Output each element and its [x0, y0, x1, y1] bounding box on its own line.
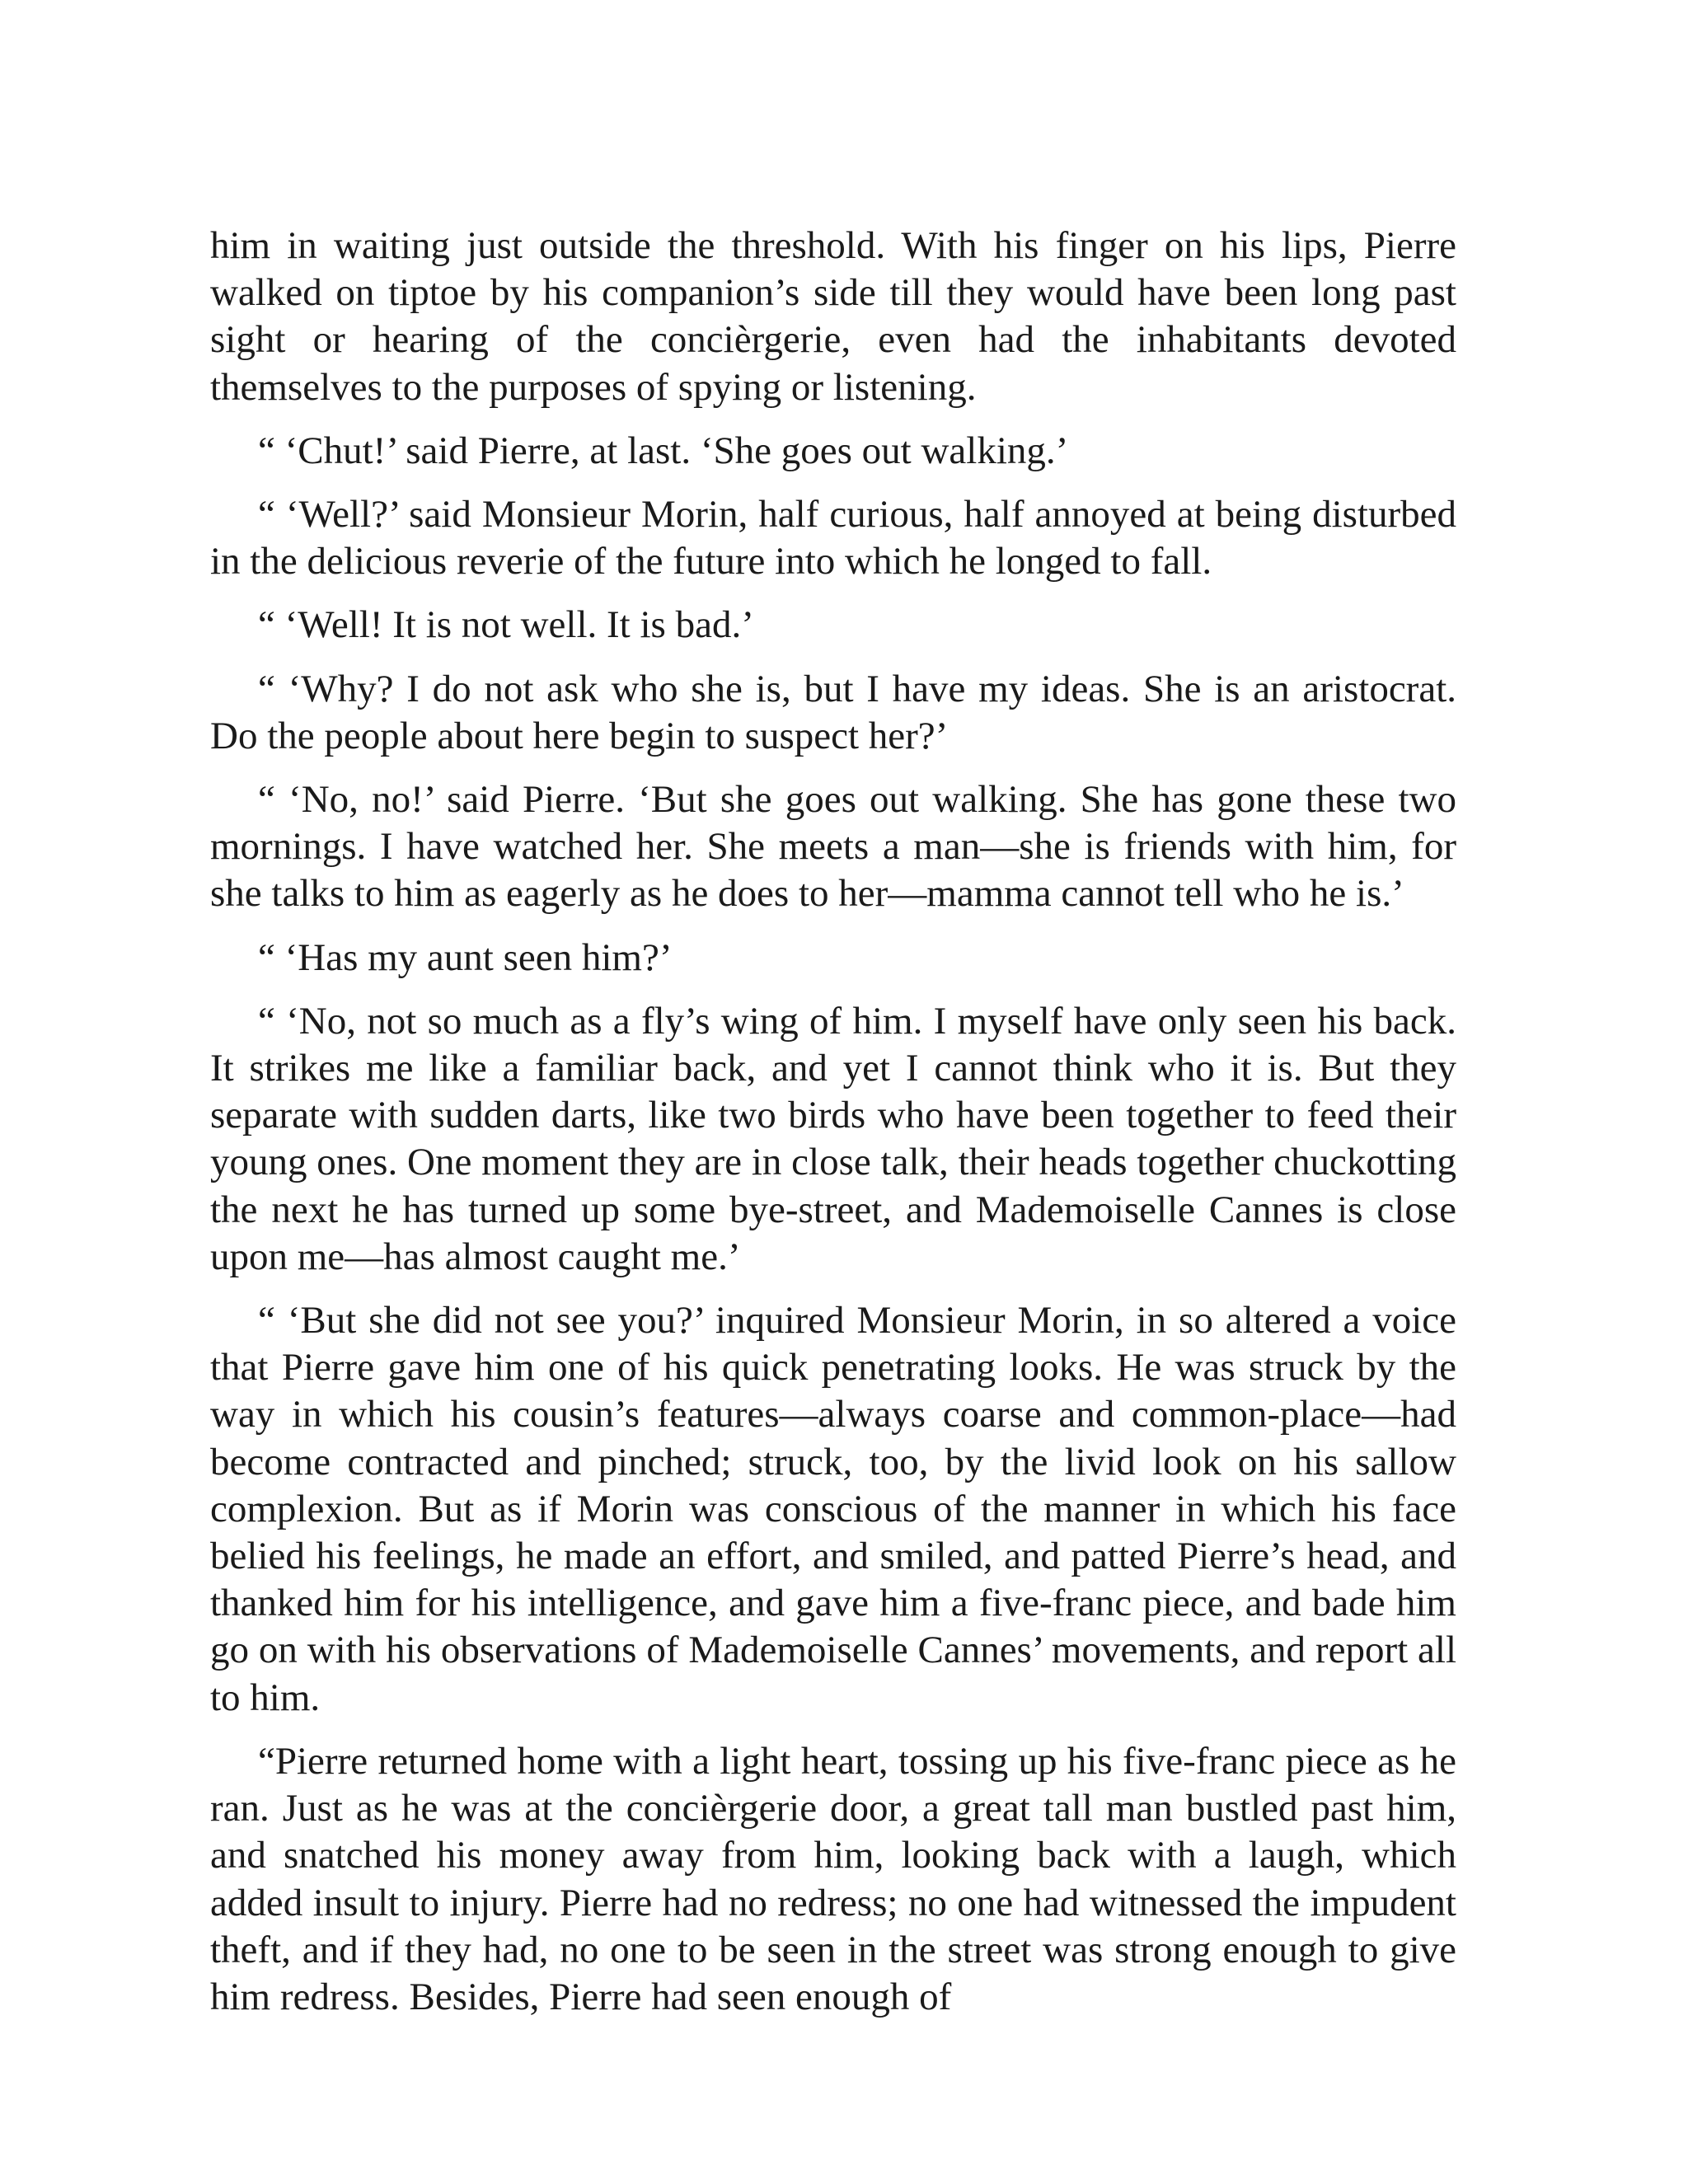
paragraph: “ ‘No, not so much as a fly’s wing of him. I myself have only seen his back. It strikes me like a familiar back, and yet I cannot think who it is. But they separate with sudden darts, like two birds who have been together to feed their young ones. One moment they are in close talk, their heads together chuckotting the next he has turned up some bye-street, and Mademoiselle Cannes is close upon me—has almost caught me.’: [210, 999, 1456, 1278]
paragraph: “ ‘No, no!’ said Pierre. ‘But she goes out walking. She has gone these two mornings. I have watched her. She meets a man—she is friends with him, for she talks to him as eagerly as he does to her—mamma cannot tell who he is.’: [210, 778, 1456, 916]
paragraph: “ ‘Chut!’ said Pierre, at last. ‘She goes out walking.’: [258, 429, 1069, 472]
paragraph: him in waiting just outside the threshold. With his finger on his lips, Pierre walked on tiptoe by his companion’s side till they would have been long past sight or hearing of the concièrgerie, even had the inhabitants devoted themselves to the purposes of spying or listening.: [210, 224, 1456, 409]
paragraph: “Pierre returned home with a light heart, tossing up his five-franc piece as he ran. Just as he was at the concièrgerie door, a great tall man bustled past him, and snatched his money away from him, looking back with a laugh, which added insult to injury. Pierre had no redress; no one had witnessed the impudent theft, and if they had, no one to be seen in the street was strong enough to give him redress. Besides, Pierre had seen enough of: [210, 1739, 1456, 2018]
paragraph: “ ‘Has my aunt seen him?’: [258, 935, 673, 979]
paragraph: “ ‘Why? I do not ask who she is, but I have my ideas. She is an aristocrat. Do the people about here begin to suspect her?’: [210, 667, 1456, 757]
paragraph: “ ‘Well?’ said Monsieur Morin, half curious, half annoyed at being disturbed in the delicious reverie of the future into which he longed to fall.: [210, 493, 1456, 583]
paragraph: “ ‘Well! It is not well. It is bad.’: [258, 603, 754, 647]
paragraph: “ ‘But she did not see you?’ inquired Monsieur Morin, in so altered a voice that Pierre gave him one of his quick penetrating looks. He was struck by the way in which his cousin’s features—always coarse and common-place—had become contracted and pinched; struck, too, by the livid look on his sallow complexion. But as if Morin was conscious of the manner in which his face belied his feelings, he made an effort, and smiled, and patted Pierre’s head, and thanked him for his intelligence, and gave him a five-franc piece, and bade him go on with his observations of Mademoiselle Cannes’ movements, and report all to him.: [210, 1299, 1456, 1719]
body-text: [210, 223, 1456, 2021]
